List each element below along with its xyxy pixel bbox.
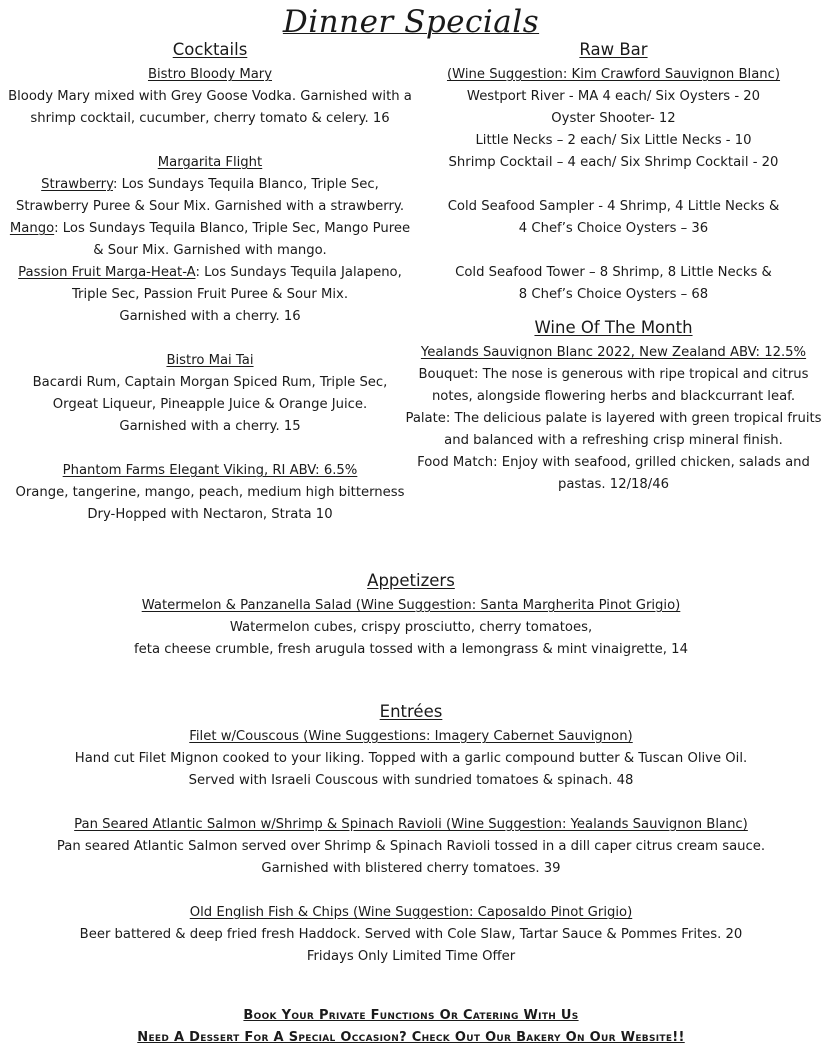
- bloody-mary-desc-2: shrimp cocktail, cucumber, cherry tomato & celery. 16: [30, 111, 390, 126]
- watermelon-salad-desc-1: Watermelon cubes, crispy prosciutto, cherry tomatoes,: [229, 620, 593, 635]
- wine-of-month-heading: Wine Of The Month: [534, 318, 693, 337]
- bloody-mary-name: Bistro Bloody Mary: [147, 67, 273, 82]
- fish-chips-name: Old English Fish & Chips (Wine Suggestion: Caposaldo Pinot Grigio): [189, 905, 633, 920]
- margarita-strawberry-2: Strawberry Puree & Sour Mix. Garnished with a strawberry.: [15, 199, 405, 214]
- entrees-section: [0, 702, 822, 968]
- margarita-flight-name: Margarita Flight: [157, 155, 263, 170]
- raw-bar-oysters: Westport River - MA 4 each/ Six Oysters - 20: [466, 89, 761, 104]
- wine-bouquet-2: notes, alongside flowering herbs and blackcurrant leaf.: [431, 389, 796, 404]
- raw-bar-shooter: Oyster Shooter- 12: [551, 111, 676, 126]
- wine-food-match-2: pastas. 12/18/46: [557, 477, 670, 492]
- viking-desc-1: Orange, tangerine, mango, peach, medium high bitterness: [15, 485, 405, 500]
- raw-bar-shrimp: Shrimp Cocktail – 4 each/ Six Shrimp Cocktail - 20: [448, 155, 779, 170]
- page-title: Dinner Specials: [282, 4, 540, 40]
- mango-label: Mango: [9, 221, 55, 236]
- raw-bar-sampler-2: 4 Chef’s Choice Oysters – 36: [518, 221, 709, 236]
- fish-chips-desc-2: Fridays Only Limited Time Offer: [306, 949, 516, 964]
- footer-catering: Book Your Private Functions Or Catering With Us: [243, 1008, 579, 1023]
- salmon-name: Pan Seared Atlantic Salmon w/Shrimp & Spinach Ravioli (Wine Suggestion: Yealands Sauvignon Blanc): [74, 817, 748, 832]
- cocktails-heading: Cocktails: [172, 40, 248, 59]
- margarita-passion-3: Garnished with a cherry. 16: [119, 309, 301, 324]
- mai-tai-desc-2: Orgeat Liqueur, Pineapple Juice & Orange Juice.: [52, 397, 368, 412]
- mango-text: : Los Sundays Tequila Blanco, Triple Sec, Mango Puree: [54, 221, 411, 236]
- wine-bouquet-1: Bouquet: The nose is generous with ripe tropical and citrus: [418, 367, 809, 382]
- margarita-passion-2: Triple Sec, Passion Fruit Puree & Sour Mix.: [71, 287, 349, 302]
- margarita-mango-1: [0, 218, 420, 240]
- appetizers-heading: Appetizers: [367, 571, 455, 590]
- passion-fruit-label: Passion Fruit Marga-Heat-A: [18, 265, 196, 280]
- raw-bar-little-necks: Little Necks – 2 each/ Six Little Necks - 10: [475, 133, 752, 148]
- raw-bar-wine: (Wine Suggestion: Kim Crawford Sauvignon Blanc): [446, 67, 781, 82]
- footer-bakery: Need A Dessert For A Special Occasion? Check Out Our Bakery On Our Website!!: [137, 1030, 685, 1045]
- strawberry-text: : Los Sundays Tequila Blanco, Triple Sec,: [112, 177, 379, 192]
- raw-bar-tower-2: 8 Chef’s Choice Oysters – 68: [518, 287, 709, 302]
- cocktails-section: [0, 40, 420, 526]
- margarita-passion-1: [0, 262, 420, 284]
- raw-bar-heading: Raw Bar: [579, 40, 648, 59]
- strawberry-label: Strawberry: [41, 177, 113, 192]
- bloody-mary-desc-1: Bloody Mary mixed with Grey Goose Vodka. Garnished with a: [8, 89, 412, 104]
- raw-bar-section: [405, 40, 822, 496]
- wine-of-month-section: [405, 318, 822, 496]
- salmon-desc-2: Garnished with blistered cherry tomatoes. 39: [261, 861, 561, 876]
- wine-palate-1: Palate: The delicious palate is layered with green tropical fruits: [405, 411, 822, 426]
- wine-of-month-name: Yealands Sauvignon Blanc 2022, New Zealand ABV: 12.5%: [420, 345, 807, 360]
- margarita-strawberry-1: [0, 174, 420, 196]
- watermelon-salad-desc-2: feta cheese crumble, fresh arugula tossed with a lemongrass & mint vinaigrette, 14: [134, 642, 688, 657]
- filet-name: Filet w/Couscous (Wine Suggestions: Imagery Cabernet Sauvignon): [189, 729, 633, 744]
- raw-bar-sampler-1: Cold Seafood Sampler - 4 Shrimp, 4 Little Necks &: [447, 199, 780, 214]
- wine-palate-2: and balanced with a refreshing crisp mineral finish.: [444, 433, 783, 448]
- fish-chips-desc-1: Beer battered & deep fried fresh Haddock. Served with Cole Slaw, Tartar Sauce & Pommes Frites. 20: [79, 927, 743, 942]
- viking-desc-2: Dry-Hopped with Nectaron, Strata 10: [87, 507, 333, 522]
- wine-food-match-1: Food Match: Enjoy with seafood, grilled chicken, salads and: [417, 455, 810, 470]
- entrees-heading: Entrées: [379, 702, 443, 721]
- mai-tai-desc-3: Garnished with a cherry. 15: [119, 419, 301, 434]
- filet-desc-1: Hand cut Filet Mignon cooked to your liking. Topped with a garlic compound butter & Tuscan Olive Oil.: [74, 751, 748, 766]
- raw-bar-tower-1: Cold Seafood Tower – 8 Shrimp, 8 Little Necks &: [455, 265, 772, 280]
- appetizers-section: [0, 571, 822, 661]
- watermelon-salad-name: Watermelon & Panzanella Salad (Wine Suggestion: Santa Margherita Pinot Grigio): [141, 598, 681, 613]
- mai-tai-name: Bistro Mai Tai: [166, 353, 254, 368]
- mai-tai-desc-1: Bacardi Rum, Captain Morgan Spiced Rum, Triple Sec,: [32, 375, 388, 390]
- viking-name: Phantom Farms Elegant Viking, RI ABV: 6.5%: [62, 463, 358, 478]
- margarita-mango-2: & Sour Mix. Garnished with mango.: [93, 243, 327, 258]
- filet-desc-2: Served with Israeli Couscous with sundried tomatoes & spinach. 48: [188, 773, 634, 788]
- passion-fruit-text: : Los Sundays Tequila Jalapeno,: [195, 265, 402, 280]
- salmon-desc-1: Pan seared Atlantic Salmon served over Shrimp & Spinach Ravioli tossed in a dill caper citrus cream sauce.: [56, 839, 766, 854]
